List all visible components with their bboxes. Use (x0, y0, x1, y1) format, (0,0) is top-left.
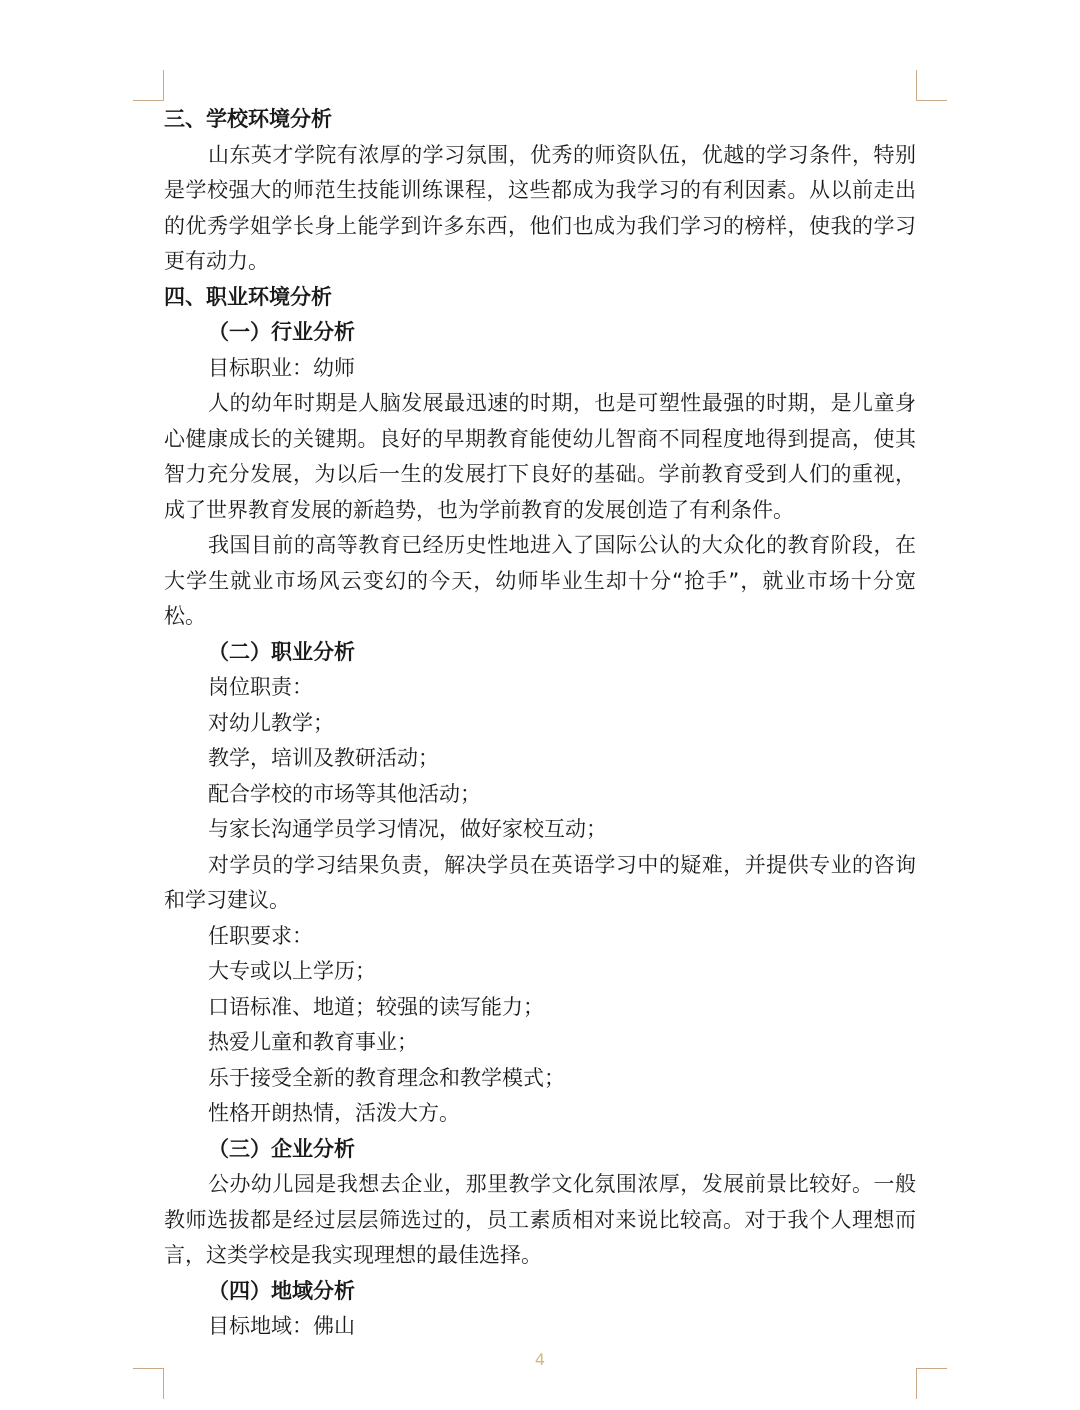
crop-mark-bottom-left (133, 1368, 164, 1399)
duty-item: 教学，培训及教研活动； (208, 746, 439, 770)
duty-item: 与家长沟通学员学习情况，做好家校互动； (208, 817, 607, 841)
crop-mark-bottom-right (916, 1368, 947, 1399)
requirement-item: 大专或以上学历； (208, 959, 376, 983)
target-region: 目标地域：佛山 (208, 1314, 355, 1338)
requirement-item: 乐于接受全新的教育理念和教学模式； (208, 1065, 565, 1090)
document-body (164, 102, 916, 1345)
page-number: 4 (534, 1350, 546, 1369)
requirement-item: 热爱儿童和教育事业； (208, 1030, 418, 1054)
section-heading-school-environment: 三、学校环境分析 (164, 107, 332, 131)
paragraph-early-childhood: 人的幼年时期是人脑发展最迅速的时期，也是可塑性最强的时期，是儿童身心健康成长的关键期。良好的早期教育能使幼儿智商不同程度地得到提高，使其智力充分发展，为以后一生的发展打下良好的基础。学前教育受到人们的重视，成了世界教育发展的新趋势，也为学前教育的发展创造了有利条件。 (164, 391, 916, 522)
paragraph-enterprise: 公办幼儿园是我想去企业，那里教学文化氛围浓厚，发展前景比较好。一般教师选拔都是经过层层筛选过的，员工素质相对来说比较高。对于我个人理想而言，这类学校是我实现理想的最佳选择。 (164, 1172, 916, 1267)
paragraph-employment-market: 我国目前的高等教育已经历史性地进入了国际公认的大众化的教育阶段，在大学生就业市场风云变幻的今天，幼师毕业生却十分“抢手”，就业市场十分宽松。 (164, 533, 916, 628)
duty-item: 对幼儿教学； (208, 710, 334, 735)
requirements-label: 任职要求： (208, 923, 313, 948)
section-heading-career-environment: 四、职业环境分析 (164, 284, 332, 309)
duties-label: 岗位职责： (208, 675, 313, 699)
duty-item-last: 对学员的学习结果负责，解决学员在英语学习中的疑难，并提供专业的咨询和学习建议。 (164, 852, 916, 912)
subheading-industry-analysis: （一）行业分析 (208, 320, 355, 344)
target-career: 目标职业：幼师 (208, 355, 355, 380)
crop-mark-top-left (133, 70, 164, 101)
subheading-career-analysis: （二）职业分析 (208, 639, 355, 664)
duty-item: 配合学校的市场等其他活动； (208, 781, 481, 806)
subheading-region-analysis: （四）地域分析 (208, 1278, 355, 1303)
crop-mark-top-right (916, 70, 947, 101)
requirement-item: 口语标准、地道；较强的读写能力； (208, 994, 544, 1019)
paragraph-school-environment: 山东英才学院有浓厚的学习氛围，优秀的师资队伍，优越的学习条件，特别是学校强大的师范生技能训练课程，这些都成为我学习的有利因素。从以前走出的优秀学姐学长身上能学到许多东西，他们也成为我们学习的榜样，使我的学习更有动力。 (164, 142, 916, 273)
subheading-enterprise-analysis: （三）企业分析 (208, 1136, 355, 1161)
requirement-item: 性格开朗热情，活泼大方。 (208, 1101, 460, 1125)
